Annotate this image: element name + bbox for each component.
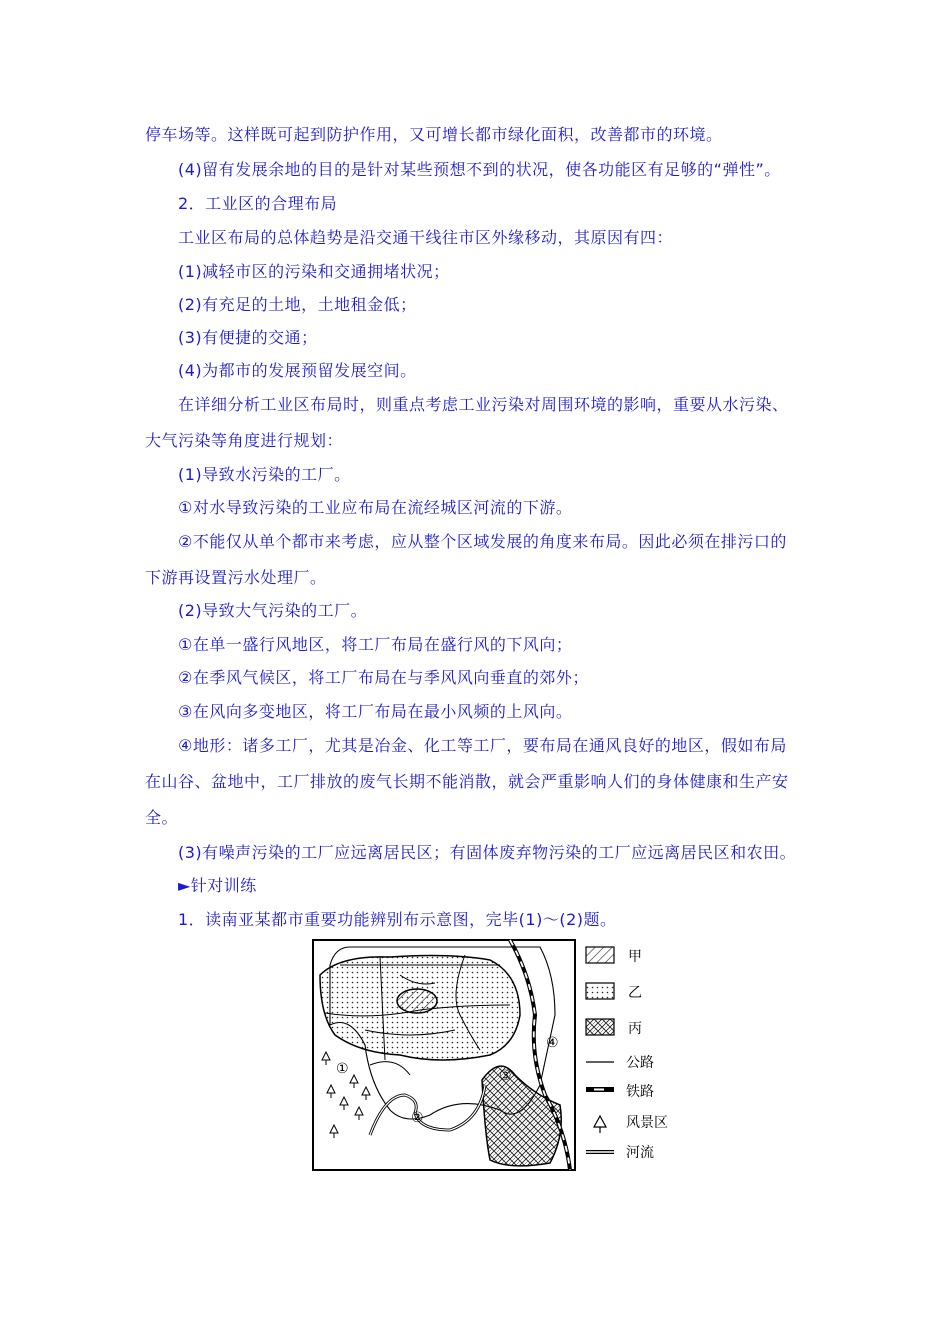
road (370, 1062, 410, 1075)
text-line: ③在风向多变地区，将工厂布局在最小风频的上风向。 (178, 702, 573, 721)
text-line: ①对水导致污染的工业应布局在流经城区河流的下游。 (178, 498, 573, 517)
legend-swatch-bing (586, 1019, 614, 1035)
text-line: ②不能仅从单个都市来考虑，应从整个区域发展的角度来布局。因此必须在排污口的 (178, 532, 787, 551)
text-line: ②在季风气候区，将工厂布局在与季风风向垂直的郊外； (178, 668, 589, 687)
text-line: 在详细分析工业区布局时，则重点考虑工业污染对周围环境的影响，重要从水污染、 (178, 395, 789, 414)
area-label-4: ④ (546, 1035, 559, 1051)
area-label-1: ① (336, 1061, 349, 1077)
text-line: 全。 (145, 808, 179, 827)
legend-label-scenic: 风景区 (626, 1115, 668, 1131)
text-line: (3)有便捷的交通； (178, 328, 318, 347)
text-line: 在山谷、盆地中，工厂排放的废气长期不能消散，就会严重影响人们的身体健康和生产安 (145, 772, 789, 791)
legend-label-railway: 铁路 (626, 1084, 654, 1100)
text-line: 下游再设置污水处理厂。 (145, 568, 327, 587)
legend-swatch-yi (586, 983, 614, 999)
question-line: 1．读南亚某都市重要功能辨别布示意图，完毕(1)～(2)题。 (178, 910, 617, 929)
legend-label-road: 公路 (626, 1055, 654, 1071)
text-line: (4)为都市的发展预留发展空间。 (178, 361, 417, 380)
city-function-map (310, 935, 680, 1175)
text-line: ④地形：诸多工厂，尤其是冶金、化工等工厂，要布局在通风良好的地区，假如布局 (178, 736, 787, 755)
area-bing (482, 1066, 561, 1166)
legend-label-river: 河流 (626, 1145, 654, 1161)
legend-swatch-jia (586, 947, 614, 963)
text-line: (2)导致大气污染的工厂。 (178, 601, 368, 620)
text-line: 大气污染等角度进行规划： (145, 431, 344, 450)
legend-label-jia: 甲 (628, 949, 642, 965)
text-line: 工业区布局的总体趋势是沿交通干线往市区外缘移动，其原因有四： (178, 228, 674, 247)
legend-label-bing: 丙 (628, 1021, 642, 1037)
river (370, 1085, 485, 1135)
text-line: (1)减轻市区的污染和交通拥堵状况； (178, 262, 450, 281)
section-heading: 2．工业区的合理布局 (178, 194, 338, 213)
text-line: (2)有充足的土地，土地租金低； (178, 295, 417, 314)
map-legend (586, 947, 668, 1161)
text-line: (3)有噪声污染的工厂应远离居民区；有固体废弃物污染的工厂应远离居民区和农田。 (178, 843, 797, 862)
text-line: ①在单一盛行风地区，将工厂布局在盛行风的下风向； (178, 635, 573, 654)
legend-label-yi: 乙 (628, 985, 642, 1001)
text-line: (1)导致水污染的工厂。 (178, 465, 351, 484)
area-label-3: ③ (499, 1068, 512, 1084)
area-jia (397, 989, 437, 1013)
section-heading: ►针对训练 (178, 876, 257, 895)
area-label-2: ② (411, 1110, 424, 1126)
text-line: 停车场等。这样既可起到防护作用，又可增长都市绿化面积，改善都市的环境。 (145, 125, 723, 144)
scenic-icon (594, 1116, 606, 1133)
text-line: (4)留有发展余地的目的是针对某些预想不到的状况，使各功能区有足够的“弹性”。 (178, 160, 781, 179)
